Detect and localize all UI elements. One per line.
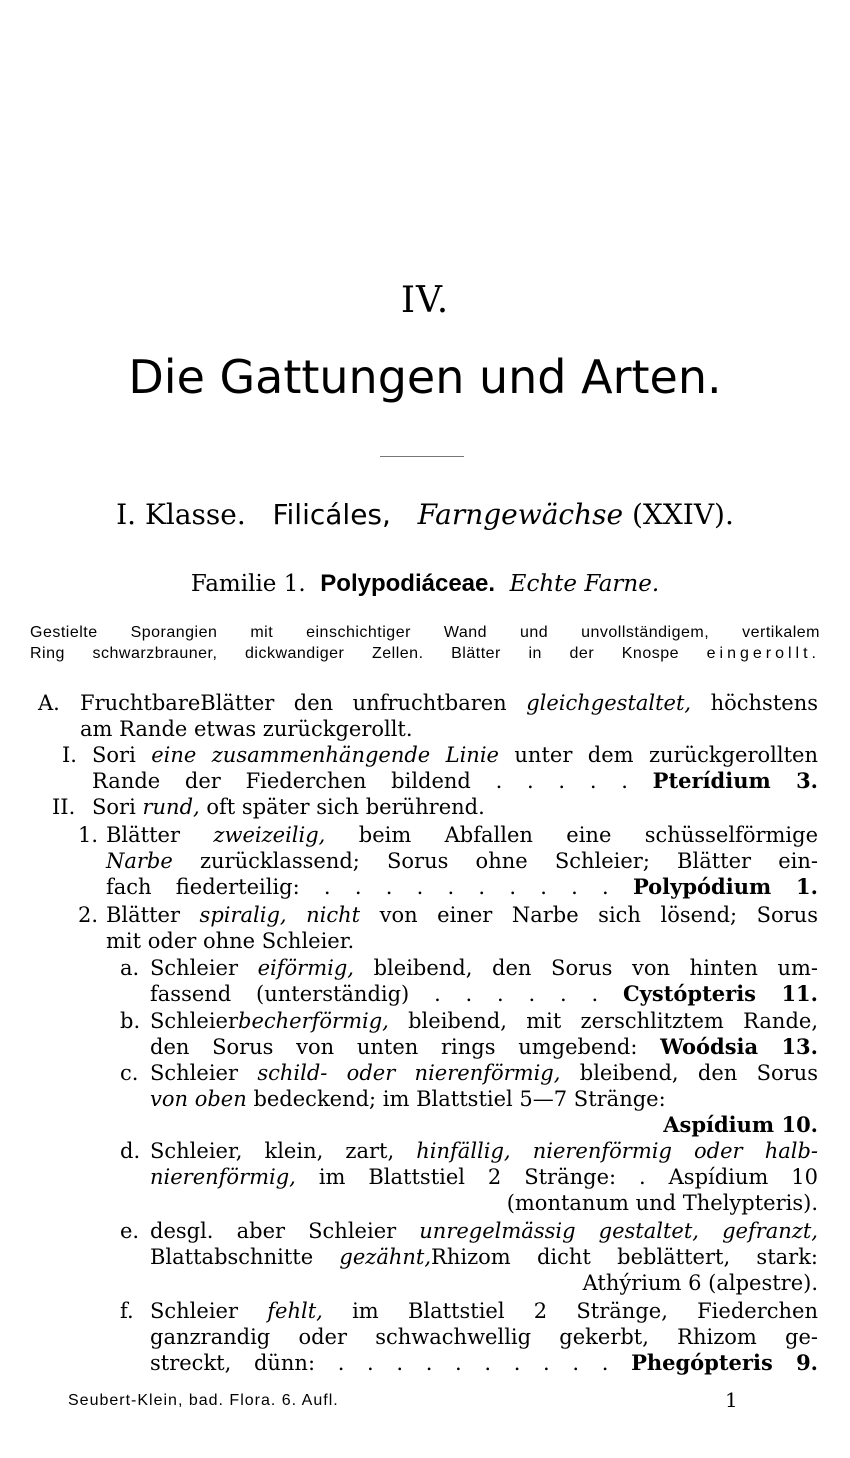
key-mark-I: I. (62, 743, 77, 767)
key-a-text: Schleier (150, 956, 238, 980)
key-d-text: Schleier, klein, zart, (150, 1139, 395, 1163)
page-title: Die Gattungen und Arten. (128, 350, 722, 404)
key-2-italic-2: nicht (306, 903, 361, 927)
genus-pteridium: Pterídium 3. (652, 768, 818, 793)
key-b-line-1 (150, 1008, 818, 1034)
key-I-line-2 (92, 768, 818, 794)
key-d-line-3: (montanum und Thelypteris). (506, 1191, 818, 1215)
key-1-text-3: fach fiederteilig: (106, 875, 300, 899)
key-a-text-end: bleibend, den Sorus von hinten um- (373, 956, 818, 980)
family-prefix: Familie 1. (190, 571, 306, 597)
key-b-text: Schleier (150, 1009, 238, 1033)
key-mark-a: a. (120, 956, 140, 980)
key-1-dots: . . . . . . . . . . (323, 875, 609, 899)
genus-phegopteris: Phegópteris 9. (631, 1350, 818, 1375)
key-c-line-3 (663, 1112, 818, 1138)
key-d-line-1 (150, 1138, 818, 1164)
key-A-text: FruchtbareBlätter den unfruchtbaren (80, 691, 507, 715)
key-f-dots: . . . . . . . . . . (337, 1351, 609, 1375)
key-d-line-2 (150, 1164, 818, 1190)
key-a-dots: . . . . . . (434, 982, 599, 1006)
key-II-italic: rund, (142, 795, 200, 819)
key-I-text: Sori (92, 743, 136, 767)
key-1-line-2 (106, 848, 818, 874)
key-2-text: Blätter (106, 903, 181, 927)
key-c-text: Schleier (150, 1061, 238, 1085)
key-d-italic-2: nierenförmig, (150, 1165, 296, 1189)
key-d-text-2: im Blattstiel 2 Stränge: . Aspídium 10 (318, 1165, 818, 1189)
key-I-text-end: unter dem zurückgerollten (514, 743, 818, 767)
key-mark-c: c. (120, 1061, 139, 1085)
key-f-text-3: streckt, dünn: (150, 1351, 316, 1375)
family-description-line-1: Gestielte Sporangien mit einschichtiger Wand und unvollständigem, vertikalem (30, 624, 820, 641)
key-f-line-3 (150, 1350, 818, 1376)
key-c-line-1 (150, 1060, 818, 1086)
key-c-italic-2: von oben (150, 1087, 247, 1111)
key-f-text: Schleier (150, 1299, 238, 1323)
key-mark-d: d. (120, 1139, 141, 1163)
key-e-italic: unregelmässig gestaltet, gefranzt, (419, 1219, 818, 1243)
key-II-text: Sori (92, 795, 136, 819)
key-mark-b: b. (120, 1009, 141, 1033)
family-description-line-2 (30, 645, 820, 663)
key-mark-1: 1. (78, 823, 99, 847)
key-1-text: Blätter (106, 823, 181, 847)
genus-woodsia: Woódsia 13. (660, 1034, 818, 1059)
key-mark-f: f. (120, 1299, 134, 1323)
key-c-text-end: bleibend, den Sorus (579, 1061, 818, 1085)
family-description-text: Ring schwarzbrauner, dickwandiger Zellen. Blätter in der Knospe (30, 645, 680, 662)
key-mark-II: II. (52, 795, 76, 819)
key-A-italic: gleichgestaltet, (526, 691, 692, 715)
section-numeral: IV. (400, 280, 450, 321)
key-f-italic: fehlt, (267, 1299, 323, 1323)
key-c-text-2: bedeckend; im Blattstiel 5—7 Stränge: (253, 1087, 666, 1111)
key-e-line-3: Athýrium 6 (alpestre). (582, 1271, 818, 1295)
key-c-line-2 (150, 1086, 666, 1112)
key-b-italic: becherförmig, (238, 1009, 389, 1033)
key-I-italic: eine zusammenhängende Linie (151, 743, 499, 767)
title-divider (380, 456, 464, 457)
key-a-italic: eiförmig, (257, 956, 354, 980)
class-suffix: (XXIV). (631, 498, 734, 531)
key-A-line-1 (80, 690, 818, 716)
key-f-line-1 (150, 1298, 818, 1324)
key-I-dots: . . . . . (495, 769, 628, 793)
key-2-text-end: von einer Narbe sich lösend; Sorus (379, 903, 818, 927)
key-b-line-2 (150, 1034, 818, 1060)
key-A-line-2: am Rande etwas zurückgerollt. (80, 717, 413, 741)
key-1-italic-2: Narbe (106, 849, 173, 873)
key-e-text-2: Blattabschnitte (150, 1245, 314, 1269)
key-a-line-2 (150, 981, 818, 1007)
key-mark-e: e. (120, 1219, 140, 1243)
genus-cystopteris: Cystópteris 11. (622, 981, 818, 1006)
key-mark-2: 2. (78, 903, 99, 927)
class-heading (0, 498, 850, 531)
key-e-text-2-end: Rhizom dicht beblättert, stark: (431, 1245, 818, 1269)
key-e-line-1 (150, 1218, 818, 1244)
key-mark-A: A. (38, 691, 60, 715)
family-heading (0, 570, 850, 598)
key-II-line-1 (92, 794, 485, 820)
key-I-line-1 (92, 742, 818, 768)
key-1-text-2: zurücklassend; Sorus ohne Schleier; Blätter ein- (199, 849, 818, 873)
key-II-text-end: oft später sich berührend. (206, 795, 485, 819)
key-c-italic: schild- oder nierenförmig, (257, 1061, 561, 1085)
key-1-line-1 (106, 822, 818, 848)
key-e-italic-2: gezähnt, (339, 1245, 432, 1269)
genus-aspidium: Aspídium 10. (663, 1112, 818, 1137)
class-prefix: I. Klasse. (116, 498, 246, 531)
key-2-italic-1: spiralig, (199, 903, 287, 927)
key-d-italic: hinfällig, nierenförmig oder halb- (416, 1139, 818, 1163)
key-I-text-2: Rande der Fiederchen bildend (92, 769, 471, 793)
key-f-text-end: im Blattstiel 2 Stränge, Fiederchen (352, 1299, 818, 1323)
key-A-text-end: höchstens (710, 691, 818, 715)
key-1-text-end: beim Abfallen eine schüsselförmige (358, 823, 818, 847)
key-b-text-end: bleibend, mit zerschlitztem Rande, (408, 1009, 818, 1033)
key-2-line-2: mit oder ohne Schleier. (106, 929, 355, 953)
family-description-spaced: eingerollt. (706, 645, 820, 662)
key-f-line-2: ganzrandig oder schwachwellig gekerbt, Rhizom ge- (150, 1325, 818, 1349)
key-e-line-2 (150, 1244, 818, 1270)
key-1-line-3 (106, 874, 818, 900)
family-german-name: Echte Farne. (509, 571, 660, 597)
page-number: 1 (725, 1388, 738, 1412)
genus-polypodium: Polypódium 1. (632, 874, 818, 899)
key-a-line-1 (150, 955, 818, 981)
footer-signature: Seubert-Klein, bad. Flora. 6. Aufl. (68, 1392, 339, 1409)
class-german-name: Farngewächse (417, 498, 624, 531)
key-a-text-2: fassend (unterständig) (150, 982, 410, 1006)
family-name: Polypodiáceae. (320, 570, 496, 597)
class-name: Filicáles, (272, 498, 391, 531)
key-e-text: desgl. aber Schleier (150, 1219, 397, 1243)
key-b-text-2: den Sorus von unten rings umgebend: (150, 1035, 638, 1059)
key-2-line-1 (106, 902, 818, 928)
key-1-italic: zweizeilig, (213, 823, 326, 847)
